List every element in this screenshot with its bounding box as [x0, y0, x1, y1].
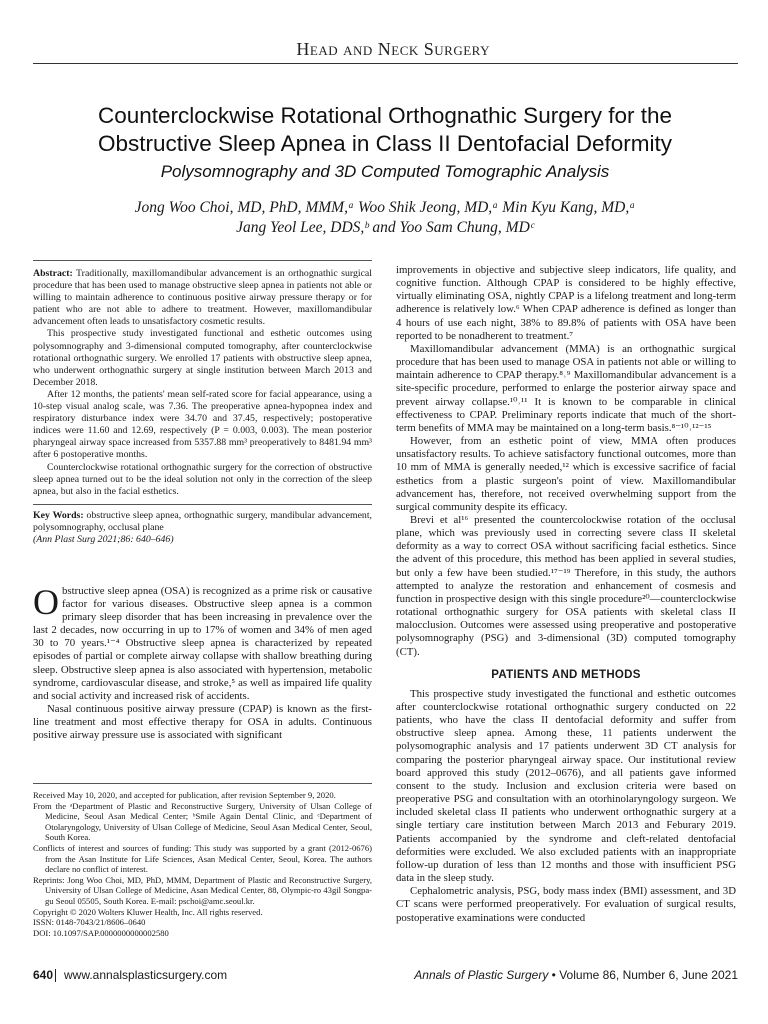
footnote-issn: ISSN: 0148-7043/21/8606–0640 — [33, 917, 146, 928]
header-rule — [33, 63, 738, 64]
footnote-copyright: Copyright © 2020 Wolters Kluwer Health, Inc. All rights reserved. — [33, 906, 263, 917]
bullet: • — [551, 968, 556, 982]
abstract-paragraph-4: Counterclockwise rotational orthognathic surgery for the correction of obstructive sleep apnea turned out to be the ideal solution not only in the correction of the sleep apnea, but also in the facial esthetics. — [33, 461, 372, 497]
abstract-paragraph-3: After 12 months, the patients' mean self-rated score for facial appearance, using a 10-step visual analog scale, was 7.36. The preoperative apnea-hypopnea index and respiratory disturbance index were 34.70 and 37.45, respectively; postoperative indices were 11.60 and 12.69, respectively (P = 0.003, 0.003). The mean posterior pharyngeal airway space increased from 5357.88 mm³ preoperatively to 8481.94 mm³ after 6 postoperative months. — [33, 388, 372, 461]
author-list — [60, 198, 710, 238]
journal-info — [414, 968, 738, 982]
abstract-top-rule — [33, 260, 372, 261]
authors-line-2: Jang Yeol Lee, DDS,ᵇ and Yoo Sam Chung, MDᶜ — [236, 219, 534, 236]
citation: (Ann Plast Surg 2021;86: 640–646) — [33, 533, 174, 545]
article-title: Counterclockwise Rotational Orthognathic Surgery for the Obstructive Sleep Apnea in Class II Dentofacial Deformity — [97, 103, 673, 156]
right-paragraph-1: improvements in objective and subjective sleep indicators, life quality, and cognitive function. Although CPAP is considered to be highly effective, virtually eliminating OSA, nightly CPAP is a lifelong treatment and long-term adherence is relatively low.⁶ When CPAP adherence is defined as longer than 4 hours of use each night, 38% to 89.8% of patients with OSA have been reported to be nonadherent to treatment.⁷ — [396, 264, 736, 342]
abstract — [33, 268, 372, 498]
footnote-reprints: Reprints: Jong Woo Choi, MD, PhD, MMM, Department of Plastic and Reconstructive Surgery, University of Ulsan College of Medicine, Asan Medical Center, 88, Olympic-ro 43gil Songpa-gu Seoul 05505, South Korea. E-mail: pschoi@amc.seoul.kr. — [33, 874, 372, 906]
right-paragraph-5: This prospective study investigated the functional and esthetic outcomes after counterclockwise rotational orthognathic surgery conducted on 22 patients, who have the class II dentofacial deformity and suffer from obstructive sleep apnea. Among these, 11 patients underwent the polysomographic analysis and 17 patients underwent 3D CT analysis for comparing the posterior pharyngeal airway space. Our institutional review board approved this study (2012–0676), and all patients gave informed consent to the study. Inclusion and exclusion criteria were based on preoperative PSG and consultation with an otorhinolaryngology surgeon. We included skeletal class II patients who underwent orthognathic surgery at a single tertiary care institution between March 2013 and Feburary 2019. Patients accompanied by the syndrome and cleft-related dentofacial deformities were excluded. We also excluded patients with an inappropriate follow-up duration of less than 12 months and those with insufficient PSG data in the sleep study. — [396, 687, 736, 885]
abstract-label: Abstract: — [33, 268, 73, 279]
footnote-affiliations: From the ᵃDepartment of Plastic and Reconstructive Surgery, University of Ulsan College of Medicine, Seoul Asan Medical Center; ᵇSmile Again Dental Clinic, and ᶜDepartment of Otolaryngology, University of Ulsan College of Medicine, Seoul Asan Medical Center, Seoul, South Korea. — [33, 800, 372, 843]
abstract-paragraph-1 — [33, 268, 372, 328]
footnotes — [33, 790, 372, 938]
keywords-rule — [33, 504, 372, 505]
drop-cap: O — [33, 582, 59, 622]
right-column — [396, 264, 736, 925]
authors-line-1: Jong Woo Choi, MD, PhD, MMM,ᵃ Woo Shik Jeong, MD,ᵃ Min Kyu Kang, MD,ᵃ — [134, 199, 636, 216]
page-footer — [33, 968, 738, 988]
right-paragraph-6: Cephalometric analysis, PSG, body mass index (BMI) assessment, and 3D CT scans were performed preoperatively. For evaluation of surgical results, postoperative examinations were conducted — [396, 885, 736, 924]
section-header: Head and Neck Surgery — [296, 39, 490, 59]
abstract-text-1: Traditionally, maxillomandibular advancement is an orthognathic surgical procedure that has been used to manage obstructive sleep apnea in patients not able or willing to maintain adherence to continuous positive airway pressure therapy or for patient who are not able to adhere to treatment. However, maxillomandibular advancement often leads to unsatisfactory cosmetic results. — [33, 268, 372, 328]
abstract-paragraph-2: This prospective study investigated functional and esthetic outcomes using polysomnography and 3-dimensional computed tomography, after counterclockwise rotational orthognathic surgery. We enrolled 17 patients with obstructive sleep apnea, who underwent orthognathic surgery at single institution between March 2013 and December 2018. — [33, 328, 372, 388]
right-paragraph-2: Maxillomandibular advancement (MMA) is an orthognathic surgical procedure that has been used to manage OSA in patients not able or willing to maintain adherence to CPAP therapy.⁸˒⁹ Maxillomandibular advancement is a site-specific procedure, performed to enlarge the posterior airway space and prevent airway collapse.¹⁰˒¹¹ It is known to be comparable in clinical effectiveness to CPAP. Preliminary reports indicate that much of the short-term benefits of MMA may be maintained on a long-term basis.⁸⁻¹⁰˒¹²⁻¹⁵ — [396, 342, 736, 434]
right-paragraph-3: However, from an esthetic point of view, MMA often produces unsatisfactory results. To achieve satisfactory functional outcomes, more than 10 mm of MMA is generally needed,¹² which is excessive sacrifice of facial esthetics from a plastic surgeon's point of view. Maxillomandibular advancement has, therefore, not received overwhelming support from the surgical community despite its efficacy. — [396, 435, 736, 513]
abstract-column — [33, 268, 372, 546]
journal-issue: Volume 86, Number 6, June 2021 — [559, 968, 738, 982]
footnote-conflicts: Conflicts of interest and sources of funding: This study was supported by a grant (2012-0676) from the Asan Institute for Life Sciences, Asan Medical Center, Seoul, Korea. The authors declare no conflict of interest. — [33, 842, 372, 875]
intro-text-1: bstructive sleep apnea (OSA) is recognized as a prime risk or causative factor for various diseases. Obstructive sleep apnea is a common primary sleep disorder that has been increasing in prevalence over the last 2 decades, now occurring in up to 17% of women and 34% of men aged 30 to 70 years.¹⁻⁴ Obstructive sleep apnea is characterized by repeated episodes of partial or complete airway collapse with shallow breathing during sleep. Obstructive sleep apnea is also associated with hypertension, metabolic syndrome, cardiovascular disease, and stroke,⁵ as well as impaired life quality and social activity and increased risk of accidents. — [33, 585, 372, 702]
article-subtitle: Polysomnography and 3D Computed Tomographic Analysis — [160, 162, 610, 181]
intro-paragraph-2: Nasal continuous positive airway pressure (CPAP) is known as the first-line treatment and most effective therapy for OSA in adults. Continuous positive airway pressure use is associated with significant — [33, 702, 372, 742]
intro-paragraph-1 — [33, 582, 372, 703]
keywords-text: obstructive sleep apnea, orthognathic surgery, mandibular advancement, polysomnography, occlusal plane — [33, 509, 373, 533]
footnote-received: Received May 10, 2020, and accepted for publication, after revision September 9, 2020. — [33, 790, 336, 800]
keywords — [33, 510, 372, 534]
right-paragraph-4: Brevi et al¹⁶ presented the countercolockwise rotation of the occlusal plane, which was previously used in correcting severe class II skeletal deformity as a way to correct OSA without sacrificing facial esthetics. Since the advent of this procedure, this method has been applied in several studies, but only a few have been studied.¹⁷⁻¹⁹ Therefore, in this study, the authors attempted to analyze the restoration and enhancement of cosmesis and function in prospective design with this single procedure²⁰—counterclockwise rotational orthognathic surgery for OSA patients with skeletal class II malocclusion. Outcomes were assessed using preoperative and postoperative polysomnography (PSG) and 3-dimensional (3D) computed tomography (CT). — [396, 513, 736, 658]
keywords-label: Key Words: — [33, 509, 84, 521]
journal-url[interactable]: www.annalsplasticsurgery.com — [64, 968, 228, 982]
footnote-rule — [33, 783, 372, 784]
section-heading-methods: PATIENTS AND METHODS — [491, 668, 641, 681]
footnote-doi: DOI: 10.1097/SAP.0000000000002580 — [33, 927, 169, 938]
footer-separator — [55, 969, 56, 982]
page-number: 640 — [33, 968, 54, 982]
intro-column — [33, 582, 372, 742]
journal-name: Annals of Plastic Surgery — [414, 968, 549, 982]
